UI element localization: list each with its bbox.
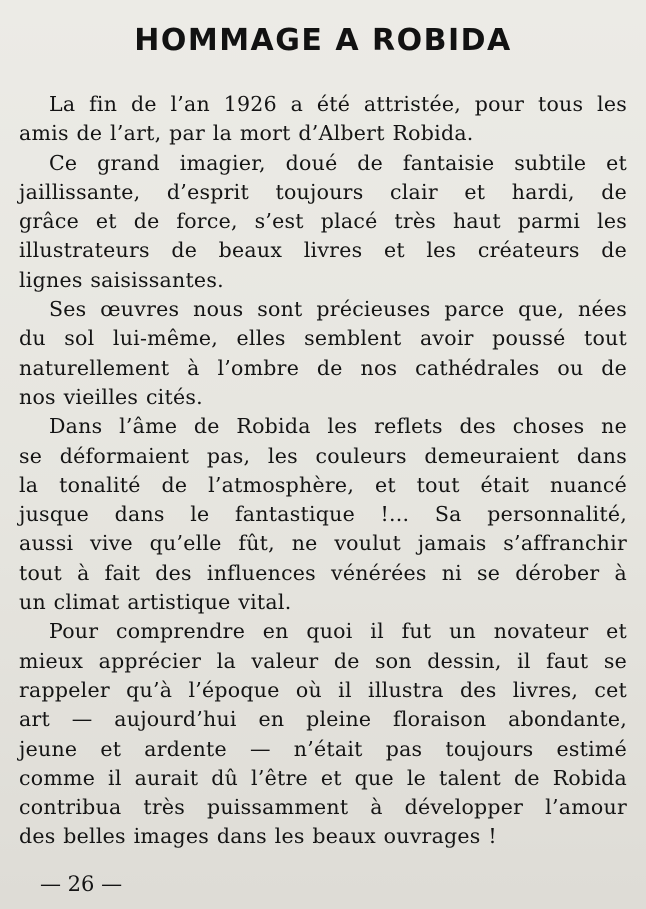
text-line: art — aujourd’hui en pleine floraison abondante, [19, 707, 627, 732]
text-line: grâce et de force, s’est placé très haut parmi les [19, 209, 627, 234]
paragraph-1 [19, 90, 627, 149]
text-line: jaillissante, d’esprit toujours clair et hardi, de [19, 179, 627, 204]
paragraph-4 [19, 412, 627, 617]
text-line: aussi vive qu’elle fût, ne voulut jamais s’affranchir [19, 531, 627, 556]
text-line: un climat artistique vital. [19, 590, 292, 615]
text-line: contribua très puissamment à développer l’amour [19, 795, 627, 820]
text-line: rappeler qu’à l’époque où il illustra des livres, cet [19, 677, 627, 702]
text-line: Ses œuvres nous sont précieuses parce que, nées [49, 297, 627, 322]
page-number: — 26 — [40, 872, 123, 896]
text-line: La fin de l’an 1926 a été attristée, pour tous les [49, 92, 627, 116]
text-line: amis de l’art, par la mort d’Albert Robida. [19, 121, 474, 146]
text-line: du sol lui-même, elles semblent avoir poussé tout [19, 326, 627, 351]
text-line: jusque dans le fantastique !... Sa personnalité, [19, 502, 627, 527]
text-line: nos vieilles cités. [19, 384, 203, 409]
text-line: comme il aurait dû l’être et que le talent de Robida [19, 765, 627, 790]
article-body [19, 90, 627, 852]
text-line: des belles images dans les beaux ouvrages ! [19, 824, 497, 849]
text-line: naturellement à l’ombre de nos cathédrales ou de [19, 355, 627, 380]
text-line: Dans l’âme de Robida les reflets des choses ne [49, 414, 627, 439]
text-line: jeune et ardente — n’était pas toujours estimé [19, 736, 627, 761]
paragraph-2 [19, 149, 627, 295]
article-title: HOMMAGE A ROBIDA [134, 23, 512, 58]
text-line: la tonalité de l’atmosphère, et tout était nuancé [19, 472, 627, 497]
text-line: tout à fait des influences vénérées ni se dérober à [19, 560, 627, 585]
text-line: mieux apprécier la valeur de son dessin, il faut se [19, 648, 627, 673]
text-line: se déformaient pas, les couleurs demeuraient dans [19, 443, 627, 468]
text-line: lignes saisissantes. [19, 267, 224, 292]
text-line: Ce grand imagier, doué de fantaisie subtile et [49, 150, 627, 175]
text-line: illustrateurs de beaux livres et les créateurs de [19, 238, 627, 263]
paragraph-3 [19, 295, 627, 412]
paragraph-5 [19, 617, 627, 851]
text-line: Pour comprendre en quoi il fut un novateur et [49, 619, 627, 644]
